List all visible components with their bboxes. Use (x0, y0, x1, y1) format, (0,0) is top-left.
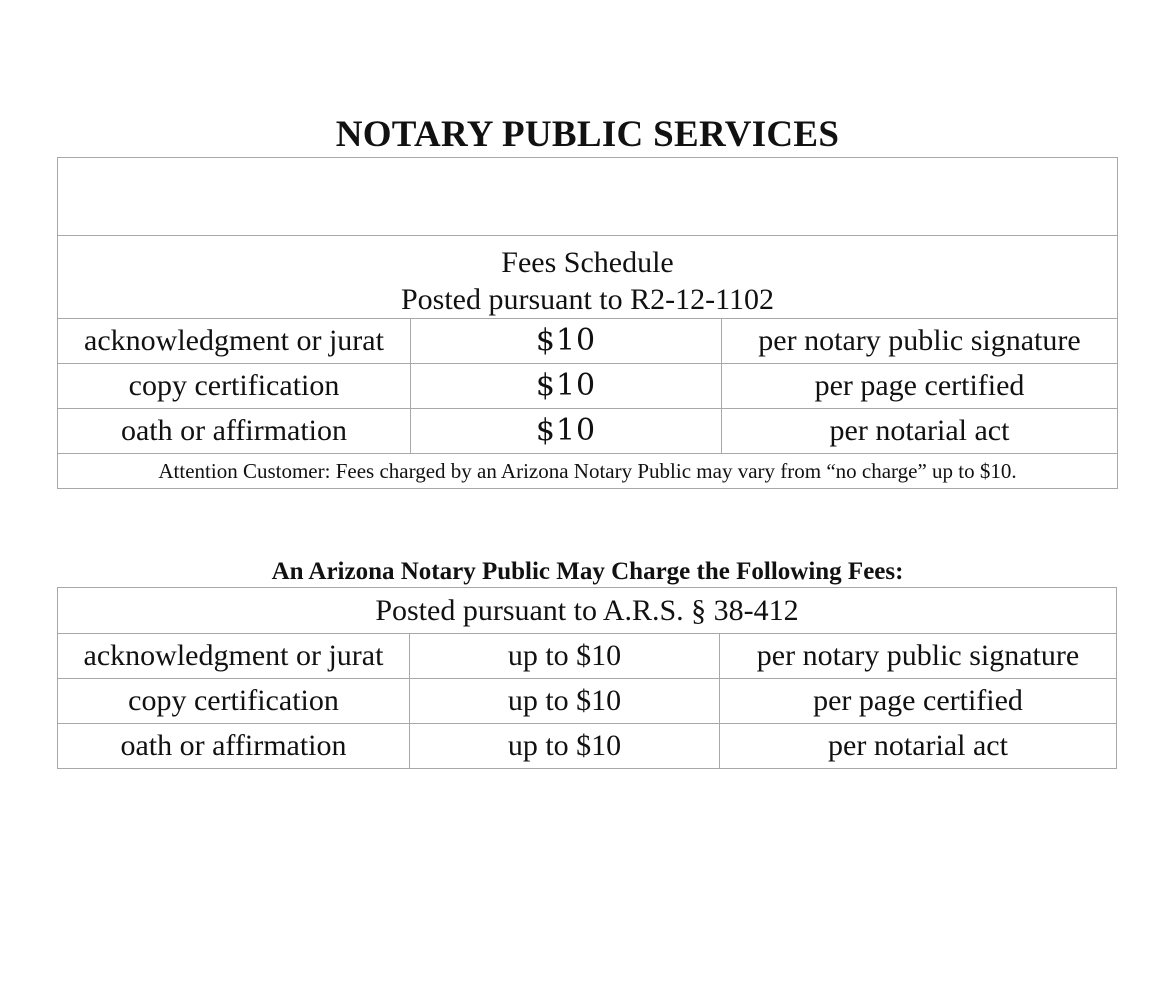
service-cell: copy certification (58, 364, 411, 409)
charge-posted-row (58, 588, 1117, 634)
table-row (58, 319, 1118, 364)
fee-cell: up to $10 (410, 679, 720, 724)
fee-cell: up to $10 (410, 634, 720, 679)
service-cell: oath or affirmation (58, 409, 411, 454)
table-row (58, 409, 1118, 454)
schedule-heading-row (58, 236, 1118, 319)
charge-fees-table (57, 587, 1117, 769)
unit-cell: per notary public signature (720, 634, 1117, 679)
unit-cell: per page certified (720, 679, 1117, 724)
unit-cell: per page certified (722, 364, 1118, 409)
fee-cell: $10 (411, 319, 722, 364)
unit-cell: per notarial act (720, 724, 1117, 769)
charge-section-heading: An Arizona Notary Public May Charge the Following Fees: (271, 558, 904, 585)
service-cell: acknowledgment or jurat (58, 634, 410, 679)
service-cell: acknowledgment or jurat (58, 319, 411, 364)
service-cell: oath or affirmation (58, 724, 410, 769)
blank-header-row (58, 158, 1118, 236)
table-row (58, 724, 1117, 769)
fee-cell: $10 (411, 409, 722, 454)
customer-notice: Attention Customer: Fees charged by an Arizona Notary Public may vary from “no charge” up to $10. (58, 454, 1118, 489)
page-title: NOTARY PUBLIC SERVICES (335, 114, 840, 155)
schedule-posted-text: Posted pursuant to R2-12-1102 (400, 283, 775, 316)
fee-cell: up to $10 (410, 724, 720, 769)
fee-cell: $10 (411, 364, 722, 409)
unit-cell: per notary public signature (722, 319, 1118, 364)
blank-cell (58, 158, 1118, 236)
fees-schedule-table (57, 157, 1118, 489)
table-row (58, 364, 1118, 409)
charge-posted-text: Posted pursuant to A.R.S. § 38-412 (58, 588, 1117, 634)
notice-row (58, 454, 1118, 489)
table-row (58, 679, 1117, 724)
unit-cell: per notarial act (722, 409, 1118, 454)
table-row (58, 634, 1117, 679)
schedule-heading: Fees Schedule (501, 246, 674, 279)
service-cell: copy certification (58, 679, 410, 724)
schedule-heading-cell (58, 236, 1118, 319)
